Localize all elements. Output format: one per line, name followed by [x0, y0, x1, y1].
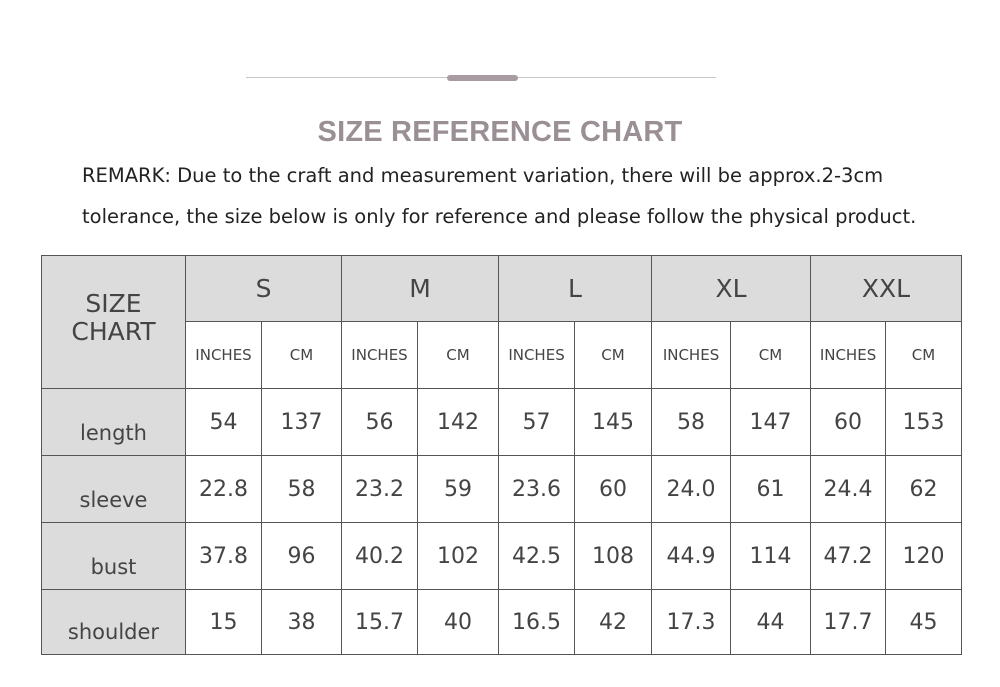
size-header-row: [42, 256, 962, 322]
row-label-bust: bust: [42, 523, 186, 590]
size-header-m: M: [342, 256, 499, 322]
table-cell: 56: [342, 389, 418, 456]
table-cell: 15: [186, 590, 262, 655]
table-cell: 147: [731, 389, 811, 456]
table-cell: 47.2: [811, 523, 886, 590]
table-cell: 40.2: [342, 523, 418, 590]
table-cell: 16.5: [499, 590, 575, 655]
table-cell: 23.6: [499, 456, 575, 523]
remark-line-2: tolerance, the size below is only for reference and please follow the physical product.: [82, 205, 917, 228]
table-cell: 60: [811, 389, 886, 456]
table-cell: 114: [731, 523, 811, 590]
table-cell: 61: [731, 456, 811, 523]
table-cell: 142: [418, 389, 499, 456]
table-cell: 17.3: [652, 590, 731, 655]
chart-title: SIZE REFERENCE CHART: [317, 116, 683, 148]
table-cell: 153: [886, 389, 962, 456]
unit-header-inches: INCHES: [186, 322, 262, 389]
table-cell: 42: [575, 590, 652, 655]
table-cell: 24.0: [652, 456, 731, 523]
table-cell: 145: [575, 389, 652, 456]
unit-header-cm: CM: [731, 322, 811, 389]
row-label-length: length: [42, 389, 186, 456]
unit-header-inches: INCHES: [499, 322, 575, 389]
unit-header-inches: INCHES: [342, 322, 418, 389]
table-cell: 24.4: [811, 456, 886, 523]
table-cell: 38: [262, 590, 342, 655]
table-cell: 45: [886, 590, 962, 655]
table-cell: 44: [731, 590, 811, 655]
size-chart-corner-label: [42, 256, 186, 389]
size-chart-table: [41, 255, 962, 655]
table-cell: 22.8: [186, 456, 262, 523]
table-row-sleeve: [42, 456, 962, 523]
table-cell: 57: [499, 389, 575, 456]
header-divider-accent: [447, 75, 518, 81]
table-cell: 59: [418, 456, 499, 523]
size-header-s: S: [186, 256, 342, 322]
corner-label-line-2: CHART: [71, 317, 156, 346]
unit-header-cm: CM: [262, 322, 342, 389]
table-cell: 15.7: [342, 590, 418, 655]
table-cell: 42.5: [499, 523, 575, 590]
table-cell: 44.9: [652, 523, 731, 590]
table-cell: 102: [418, 523, 499, 590]
table-cell: 40: [418, 590, 499, 655]
table-cell: 58: [652, 389, 731, 456]
unit-header-cm: CM: [575, 322, 652, 389]
table-cell: 23.2: [342, 456, 418, 523]
table-cell: 17.7: [811, 590, 886, 655]
table-cell: 108: [575, 523, 652, 590]
corner-label-line-1: SIZE: [85, 289, 142, 318]
size-header-xxl: XXL: [811, 256, 962, 322]
table-cell: 58: [262, 456, 342, 523]
table-cell: 60: [575, 456, 652, 523]
table-row-length: [42, 389, 962, 456]
table-cell: 120: [886, 523, 962, 590]
table-cell: 137: [262, 389, 342, 456]
unit-header-inches: INCHES: [811, 322, 886, 389]
size-header-xl: XL: [652, 256, 811, 322]
table-row-bust: [42, 523, 962, 590]
unit-header-inches: INCHES: [652, 322, 731, 389]
size-header-l: L: [499, 256, 652, 322]
table-cell: 96: [262, 523, 342, 590]
row-label-sleeve: sleeve: [42, 456, 186, 523]
table-cell: 37.8: [186, 523, 262, 590]
unit-header-cm: CM: [418, 322, 499, 389]
row-label-shoulder: shoulder: [42, 590, 186, 655]
table-cell: 54: [186, 389, 262, 456]
unit-header-cm: CM: [886, 322, 962, 389]
remark-line-1: REMARK: Due to the craft and measurement variation, there will be approx.2-3cm: [82, 164, 884, 187]
table-cell: 62: [886, 456, 962, 523]
table-row-shoulder: [42, 590, 962, 655]
